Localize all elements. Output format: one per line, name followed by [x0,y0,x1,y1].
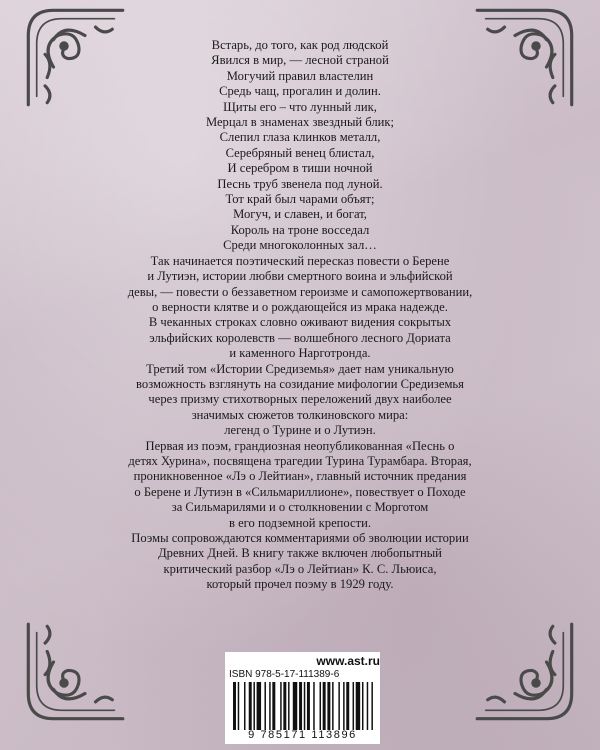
poem-line: Мерцал в знаменах звездный блик; [205,115,395,130]
poem-line: Песнь труб звенела под луной. [217,176,383,191]
poem-line: Явился в мир, — лесной страной [211,53,389,68]
description-line: критический разбор «Лэ о Лейтиан» К. С. Льюиса, [163,561,437,576]
description-line: проникновенное «Лэ о Лейтиан», главный источник предания [133,469,467,484]
description-line: эльфийских королевств — волшебного лесного Дориата [149,330,451,345]
description-line: возможность взглянуть на созидание мифологии Средиземья [136,376,464,391]
poem-line: Могучий правил властелин [226,68,374,83]
description-line: в его подземной крепости. [228,515,371,530]
description-line: Древних Дней. В книгу также включен любопытный [158,546,442,561]
description-line: девы, — повести о беззаветном героизме и самопожертвовании, [127,284,473,299]
poem-line: И серебром в тиши ночной [227,161,373,176]
book-description [105,254,495,593]
corner-ornament-bottom-right [473,620,578,725]
corner-ornament-bottom-left [22,620,127,725]
description-line: Так начинается поэтический пересказ повести о Берене [150,253,450,268]
description-line: о Берене и Лутиэн в «Сильмариллионе», повествует о Походе [134,484,466,499]
cover-text [105,38,495,593]
barcode-bars [233,682,373,730]
description-line: и каменного Нарготронда. [229,346,371,361]
description-line: детях Хурина», посвящена трагедии Турина Турамбара. Вторая, [128,453,472,468]
poem-line: Король на троне восседал [230,222,370,237]
poem-line: Могуч, и славен, и богат, [233,207,367,222]
publisher-site[interactable]: www.ast.ru [316,654,380,668]
description-line: через призму стихотворных переложений двух наиболее [148,392,452,407]
description-line: Поэмы сопровождаются комментариями об эволюции истории [131,531,469,545]
barcode-number: 9 785171 113896 [248,729,357,741]
poem-line: Встарь, до того, как род людской [211,38,389,52]
poem-line: Тот край был чарами объят; [225,192,375,207]
poem-line: Средь чащ, прогалин и долин. [219,84,381,99]
poem-line: Щиты его – что лунный лик, [223,99,377,114]
description-line: о верности клятве и о рождающейся из мрака надежде. [152,299,448,314]
description-line: Третий том «Истории Средиземья» дает нам уникальную [146,361,454,376]
poem-line: Среди многоколонных зал… [223,238,377,253]
poem-line: Слепил глаза клинков металл, [219,130,381,145]
description-line: легенд о Турине и о Лутиэн. [224,423,376,438]
description-line: Первая из поэм, грандиозная неопубликованная «Песнь о [145,438,455,453]
isbn-number: ISBN 978-5-17-111389-6 [229,669,340,680]
barcode-block [225,652,380,744]
description-line: за Сильмарилями и о столкновении с Морготом [171,500,429,515]
description-line: который прочел поэму в 1929 году. [206,577,394,592]
description-line: В чеканных строках словно оживают видения сокрытых [148,315,452,330]
poem-line: Серебряный венец блистал, [225,145,375,160]
description-line: значимых сюжетов толкиновского мира: [191,407,409,422]
description-line: и Лутиэн, истории любви смертного воина и эльфийской [147,269,453,284]
poem-excerpt [105,38,495,254]
